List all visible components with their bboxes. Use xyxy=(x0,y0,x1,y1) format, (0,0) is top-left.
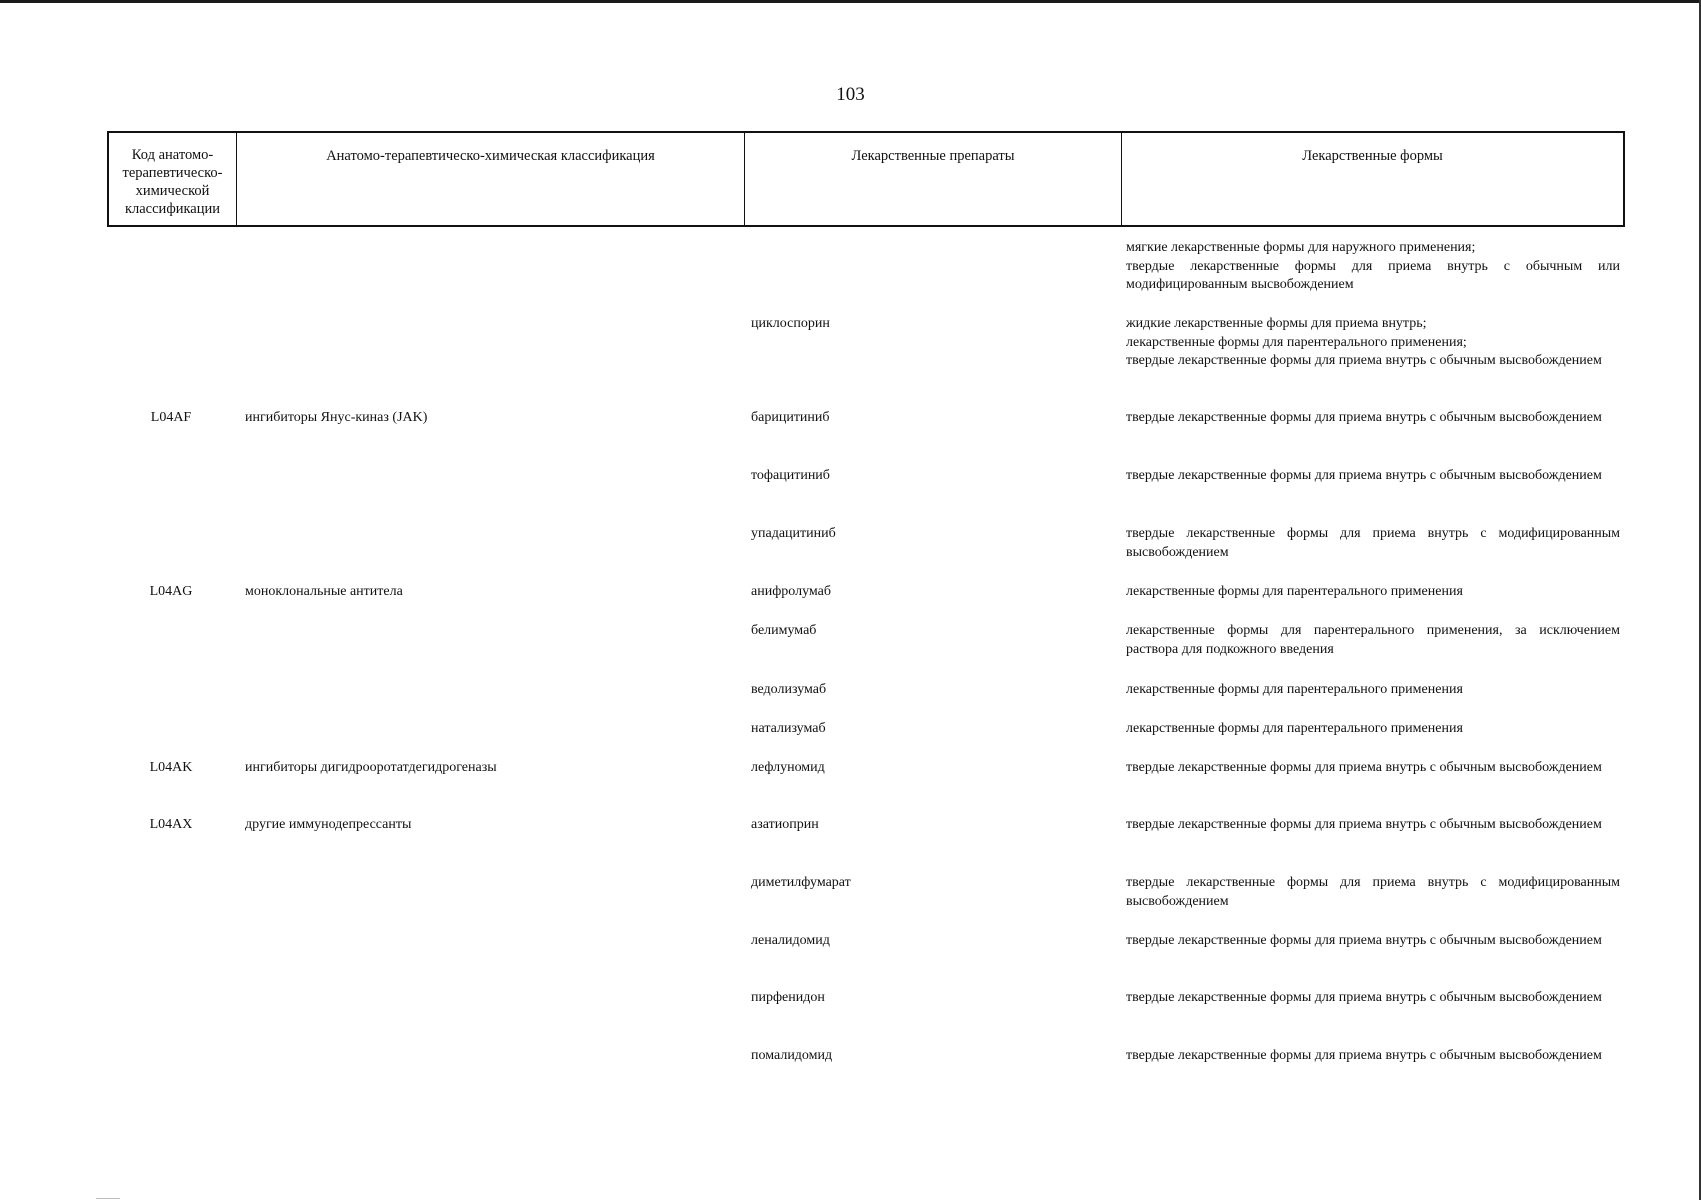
drug-name: циклоспорин xyxy=(751,316,830,331)
dosage-form-line: лекарственные формы для парентерального применения xyxy=(1126,721,1463,736)
dosage-form-line: мягкие лекарственные формы для наружного применения; xyxy=(1126,240,1476,255)
dosage-forms xyxy=(1126,681,1620,700)
drug-name: диметилфумарат xyxy=(751,875,851,890)
drug-name: барицитиниб xyxy=(751,410,830,425)
dosage-form-line: твердые лекарственные формы для приема внутрь с обычным высвобождением xyxy=(1126,468,1602,483)
drug-name: ведолизумаб xyxy=(751,682,827,697)
dosage-form-line: твердые лекарственные формы для приема внутрь с обычным высвобождением xyxy=(1126,990,1602,1005)
drug-name: азатиоприн xyxy=(751,817,819,832)
dosage-forms xyxy=(1126,720,1620,739)
dosage-forms xyxy=(1126,1047,1620,1066)
dosage-form-line: твердые лекарственные формы для приема внутрь с обычным высвобождением xyxy=(1126,933,1602,948)
dosage-forms xyxy=(1126,239,1620,295)
dosage-forms xyxy=(1126,816,1620,835)
dosage-forms xyxy=(1126,409,1620,428)
dosage-forms xyxy=(1126,759,1620,778)
dosage-form-line: жидкие лекарственные формы для приема внутрь; xyxy=(1126,316,1427,331)
scan-artifact-mark xyxy=(96,1198,120,1199)
dosage-form-line: лекарственные формы для парентерального применения, за исключением раствора для подкожного введения xyxy=(1126,623,1620,657)
dosage-forms xyxy=(1126,989,1620,1008)
dosage-form-line: лекарственные формы для парентерального применения; xyxy=(1126,334,1467,350)
dosage-form-line: твердые лекарственные формы для приема внутрь с обычным высвобождением xyxy=(1126,760,1602,775)
dosage-forms xyxy=(1126,525,1620,562)
page-number: 103 xyxy=(836,84,865,105)
table-header xyxy=(107,131,1625,227)
dosage-forms xyxy=(1126,622,1620,659)
atc-classification: ингибиторы Янус-киназ (JAK) xyxy=(245,410,428,425)
dosage-forms xyxy=(1126,874,1620,911)
drug-name: помалидомид xyxy=(751,1048,833,1063)
dosage-form-line: твердые лекарственные формы для приема внутрь с обычным высвобождением xyxy=(1126,817,1602,832)
dosage-forms xyxy=(1126,932,1620,951)
drug-name: упадацитиниб xyxy=(751,526,836,541)
dosage-form-line: твердые лекарственные формы для приема внутрь с обычным высвобождением xyxy=(1126,353,1602,368)
dosage-form-line: лекарственные формы для парентерального применения xyxy=(1126,682,1463,697)
dosage-forms xyxy=(1126,467,1620,486)
drug-name: анифролумаб xyxy=(751,584,831,599)
atc-classification: другие иммунодепрессанты xyxy=(245,817,412,832)
header-forms: Лекарственные формы xyxy=(1302,148,1443,164)
dosage-form-line: твердые лекарственные формы для приема внутрь с обычным высвобождением xyxy=(1126,1048,1602,1063)
atc-code: L04AK xyxy=(149,760,193,775)
atc-code: L04AF xyxy=(150,410,192,425)
drug-name: пирфенидон xyxy=(751,990,825,1005)
atc-classification: ингибиторы дигидрооротатдегидрогеназы xyxy=(245,760,497,775)
drug-name: натализумаб xyxy=(751,721,826,736)
drug-name: лефлуномид xyxy=(751,760,825,775)
header-classification: Анатомо-терапевтическо-химическая классификация xyxy=(237,133,745,225)
dosage-form-line: твердые лекарственные формы для приема внутрь с модифицированным высвобождением xyxy=(1126,875,1620,909)
atc-code: L04AX xyxy=(149,817,193,832)
drug-name: леналидомид xyxy=(751,933,830,948)
dosage-form-line: твердые лекарственные формы для приема внутрь с модифицированным высвобождением xyxy=(1126,526,1620,560)
dosage-form-line: лекарственные формы для парентерального применения xyxy=(1126,584,1463,599)
dosage-forms xyxy=(1126,315,1620,371)
header-drugs: Лекарственные препараты xyxy=(745,133,1122,225)
header-code: Код анатомо-терапевтическо-химической классификации xyxy=(109,133,237,225)
atc-classification: моноклональные антитела xyxy=(245,584,403,599)
dosage-forms xyxy=(1126,583,1620,602)
dosage-form-line: твердые лекарственные формы для приема внутрь с обычным или модифицированным высвобождением xyxy=(1126,258,1620,292)
dosage-form-line: твердые лекарственные формы для приема внутрь с обычным высвобождением xyxy=(1126,410,1602,425)
drug-name: белимумаб xyxy=(751,623,817,638)
atc-code: L04AG xyxy=(149,584,193,599)
scan-border-top xyxy=(0,0,1701,3)
drug-name: тофацитиниб xyxy=(751,468,830,483)
